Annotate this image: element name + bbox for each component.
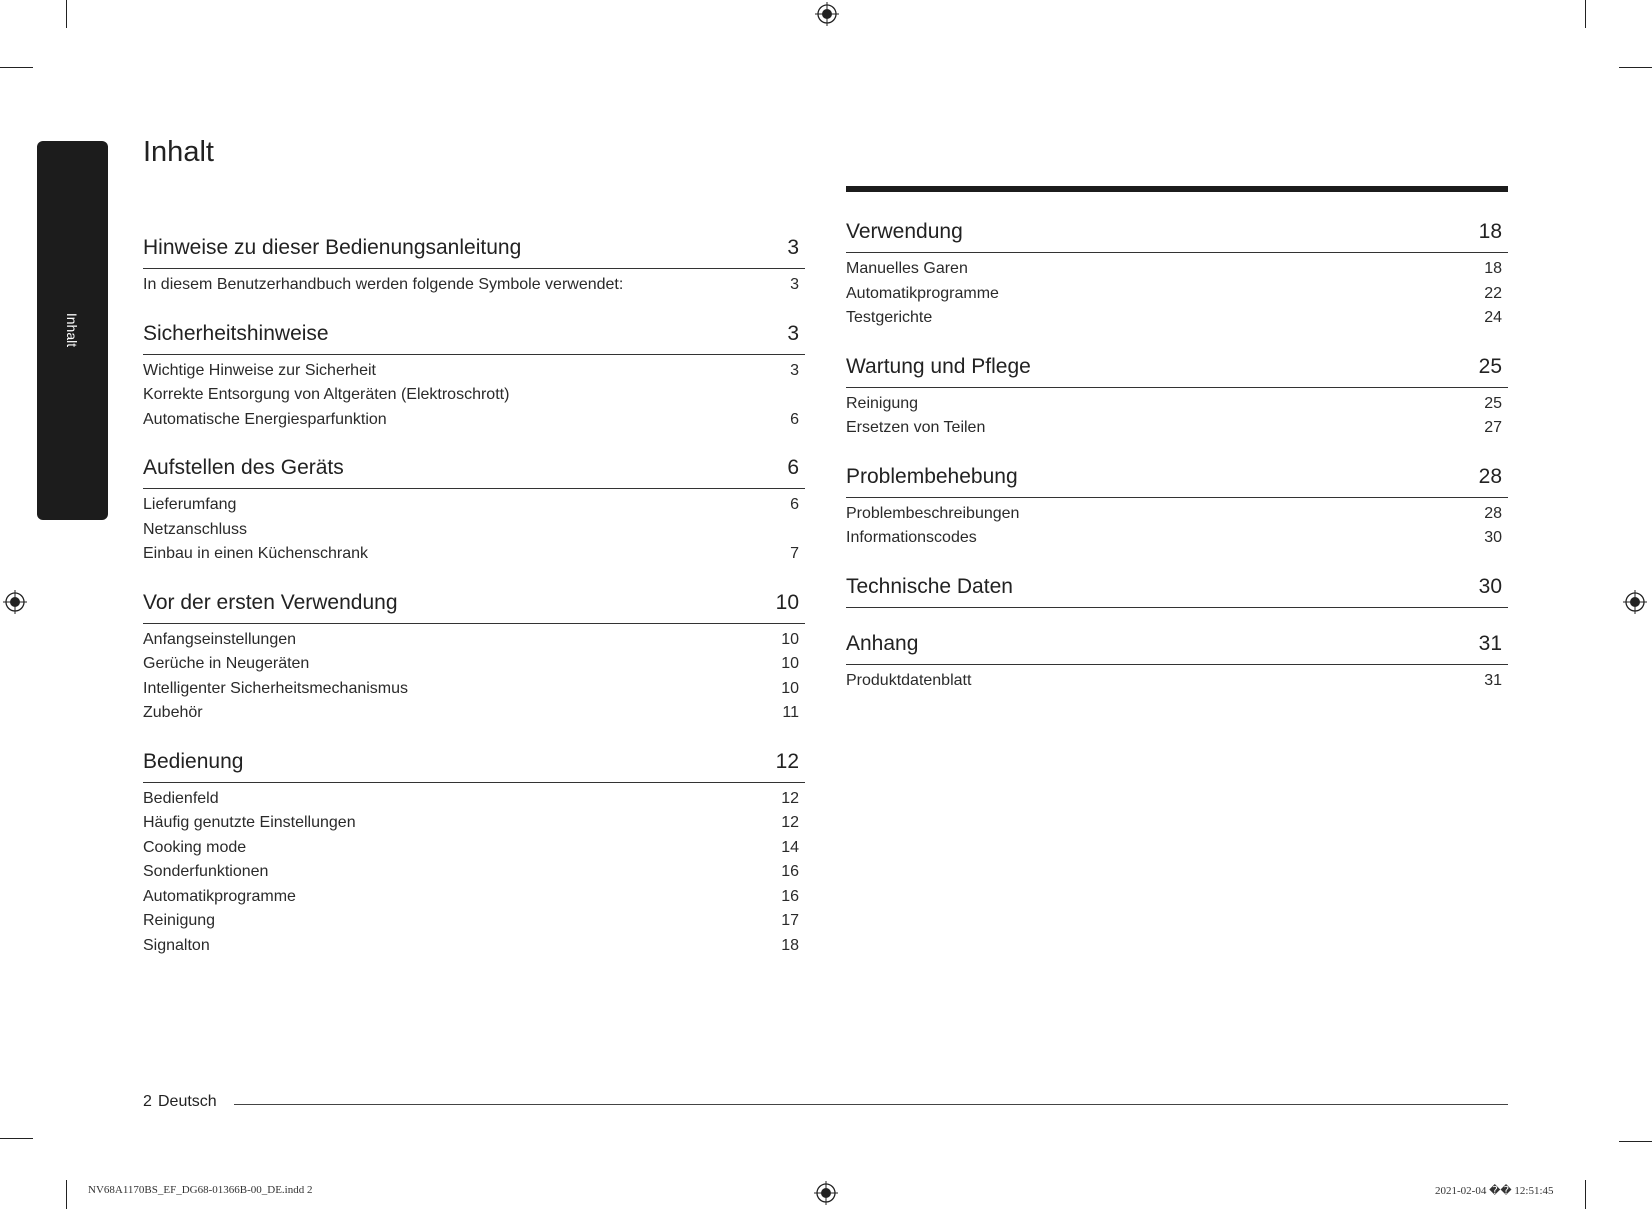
toc-section	[143, 320, 805, 433]
toc-entry-label: Lieferumfang	[143, 496, 237, 513]
toc-entry-page: 12	[781, 814, 799, 831]
toc-entry-label: In diesem Benutzerhandbuch werden folgende Symbole verwendet:	[143, 276, 624, 293]
toc-entry-label: Zubehör	[143, 704, 203, 721]
registration-mark-icon	[814, 1181, 838, 1205]
toc-section-page: 18	[1478, 220, 1502, 243]
toc-section-title: Vor der ersten Verwendung	[143, 590, 398, 614]
registration-mark-icon	[1623, 590, 1647, 614]
toc-section	[846, 573, 1508, 608]
toc-entry-page: 3	[790, 361, 799, 379]
toc-entry[interactable]	[846, 502, 1508, 527]
toc-section	[143, 454, 805, 567]
toc-section-page: 3	[787, 236, 799, 259]
footer-language: Deutsch	[158, 1093, 217, 1110]
toc-entry[interactable]	[143, 518, 805, 543]
toc-section	[846, 630, 1508, 694]
toc-entry-page: 22	[1484, 284, 1502, 302]
toc-entry-label: Netzanschluss	[143, 520, 248, 538]
toc-entry-page: 10	[781, 655, 799, 672]
toc-entry-label: Anfangseinstellungen	[143, 630, 297, 648]
toc-entry[interactable]	[143, 652, 805, 677]
toc-section	[143, 748, 805, 959]
toc-entry-page: 14	[781, 838, 799, 856]
footer-page-number: 2	[143, 1093, 152, 1110]
toc-entry[interactable]	[143, 811, 805, 836]
toc-right-column	[846, 218, 1508, 715]
footer-rule	[234, 1104, 1508, 1105]
toc-entry-list	[143, 489, 805, 567]
crop-mark	[1585, 1180, 1586, 1209]
toc-section	[846, 218, 1508, 331]
toc-section-page: 30	[1478, 574, 1502, 598]
toc-entry[interactable]	[143, 836, 805, 861]
toc-entry-page: 7	[790, 545, 799, 562]
toc-entry-list	[143, 783, 805, 959]
toc-section	[143, 234, 805, 298]
toc-section-page: 10	[775, 590, 799, 614]
toc-section-heading[interactable]	[846, 630, 1508, 665]
toc-section-page: 3	[787, 321, 799, 345]
toc-entry[interactable]	[143, 628, 805, 653]
toc-section-heading[interactable]	[846, 573, 1508, 608]
toc-entry[interactable]	[143, 701, 805, 726]
toc-section-title: Sicherheitshinweise	[143, 321, 329, 345]
toc-left-column	[143, 234, 805, 980]
toc-section-heading[interactable]	[143, 454, 805, 489]
right-column-bar	[846, 186, 1508, 192]
registration-mark-icon	[3, 590, 27, 614]
toc-entry-page: 16	[781, 887, 799, 905]
toc-section	[846, 353, 1508, 441]
toc-entry-page: 10	[781, 630, 799, 648]
toc-entry-label: Sonderfunktionen	[143, 863, 269, 880]
toc-section	[143, 589, 805, 726]
toc-entry[interactable]	[846, 416, 1508, 441]
toc-entry-page: 6	[790, 410, 799, 428]
toc-entry-label: Gerüche in Neugeräten	[143, 655, 310, 672]
toc-section-title: Anhang	[846, 631, 919, 655]
toc-entry-label: Ersetzen von Teilen	[846, 419, 986, 436]
toc-section-page: 6	[787, 456, 799, 479]
toc-section-heading[interactable]	[846, 353, 1508, 388]
crop-mark	[66, 0, 67, 28]
registration-mark-icon	[815, 2, 839, 26]
toc-entry-list	[143, 624, 805, 726]
toc-entry-label: Bedienfeld	[143, 789, 219, 807]
toc-entry[interactable]	[846, 526, 1508, 551]
toc-entry-page: 24	[1484, 309, 1502, 326]
toc-section-heading[interactable]	[846, 463, 1508, 498]
toc-entry[interactable]	[143, 677, 805, 702]
toc-section-heading[interactable]	[846, 218, 1508, 253]
toc-entry-page: 18	[1484, 260, 1502, 277]
toc-section	[846, 463, 1508, 551]
toc-section-title: Wartung und Pflege	[846, 354, 1031, 378]
page-footer	[143, 1093, 1508, 1113]
toc-entry[interactable]	[846, 306, 1508, 331]
crop-mark	[1585, 0, 1586, 28]
crop-mark	[0, 67, 33, 68]
toc-entry[interactable]	[143, 493, 805, 518]
toc-entry-page: 17	[781, 912, 799, 929]
crop-mark	[1619, 1141, 1652, 1142]
toc-entry-page: 27	[1484, 419, 1502, 436]
toc-section-heading[interactable]	[143, 320, 805, 355]
toc-entry-label: Reinigung	[143, 912, 216, 929]
slug-timestamp: 2021-02-04 �� 12:51:45	[1435, 1185, 1554, 1197]
toc-section-heading[interactable]	[143, 234, 805, 269]
toc-section-page: 12	[775, 749, 799, 773]
toc-entry-label: Einbau in einen Küchenschrank	[143, 545, 369, 562]
toc-section-title: Technische Daten	[846, 574, 1013, 598]
toc-section-heading[interactable]	[143, 748, 805, 783]
crop-mark	[1619, 67, 1652, 68]
toc-section-page: 31	[1478, 631, 1502, 655]
toc-entry[interactable]	[846, 669, 1508, 694]
toc-section-title: Aufstellen des Geräts	[143, 456, 344, 479]
toc-entry[interactable]	[143, 359, 805, 384]
toc-entry-page: 3	[790, 276, 799, 293]
toc-section-page: 28	[1478, 464, 1502, 488]
toc-entry-label: Automatikprogramme	[143, 887, 296, 905]
toc-entry-list	[846, 388, 1508, 441]
toc-entry-list	[143, 355, 805, 433]
toc-entry-label: Testgerichte	[846, 309, 933, 326]
toc-entry[interactable]	[143, 934, 805, 959]
toc-entry-page: 25	[1484, 394, 1502, 412]
toc-entry-label: Intelligenter Sicherheitsmechanismus	[143, 679, 409, 697]
toc-section-title: Hinweise zu dieser Bedienungsanleitung	[143, 236, 522, 259]
toc-section-heading[interactable]	[143, 589, 805, 624]
toc-entry-label: Problembeschreibungen	[846, 504, 1020, 522]
toc-entry[interactable]	[143, 787, 805, 812]
toc-entry-page: 10	[781, 679, 799, 697]
crop-mark	[0, 1138, 33, 1139]
toc-entry-page: 30	[1484, 529, 1502, 546]
toc-entry-page: 6	[790, 496, 799, 513]
toc-entry-page: 18	[781, 936, 799, 954]
toc-entry-page: 11	[782, 704, 799, 721]
toc-entry-label: Wichtige Hinweise zur Sicherheit	[143, 361, 376, 379]
slug-file: NV68A1170BS_EF_DG68-01366B-00_DE.indd 2	[88, 1184, 313, 1196]
toc-section-title: Bedienung	[143, 749, 244, 773]
toc-entry-list	[846, 253, 1508, 331]
toc-entry-label: Informationscodes	[846, 529, 977, 546]
toc-entry-page: 28	[1484, 504, 1502, 522]
toc-entry-label: Korrekte Entsorgung von Altgeräten (Elektroschrott)	[143, 386, 510, 403]
toc-section-title: Verwendung	[846, 220, 963, 243]
page-title: Inhalt	[143, 136, 214, 168]
toc-entry[interactable]	[846, 392, 1508, 417]
toc-entry-label: Reinigung	[846, 394, 919, 412]
toc-entry[interactable]	[143, 909, 805, 934]
crop-mark	[66, 1180, 67, 1209]
side-tab-label: Inhalt	[64, 312, 80, 348]
toc-entry-label: Signalton	[143, 936, 210, 954]
toc-entry-label: Automatische Energiesparfunktion	[143, 410, 387, 428]
toc-entry[interactable]	[143, 860, 805, 885]
toc-entry-page: 31	[1484, 671, 1502, 689]
toc-entry-list	[846, 665, 1508, 694]
toc-entry-label: Produktdatenblatt	[846, 671, 972, 689]
toc-entry[interactable]	[846, 282, 1508, 307]
toc-entry-label: Cooking mode	[143, 838, 247, 856]
toc-entry-label: Manuelles Garen	[846, 260, 968, 277]
toc-entry-label: Automatikprogramme	[846, 284, 999, 302]
toc-entry-list	[143, 269, 805, 298]
toc-entry[interactable]	[143, 542, 805, 567]
toc-entry-page: 16	[781, 863, 799, 880]
toc-entry-list	[846, 498, 1508, 551]
toc-section-title: Problembehebung	[846, 464, 1018, 488]
toc-section-page: 25	[1478, 354, 1502, 378]
toc-entry[interactable]	[846, 257, 1508, 282]
toc-entry[interactable]	[143, 408, 805, 433]
toc-entry-label: Häufig genutzte Einstellungen	[143, 814, 356, 831]
toc-entry-page: 12	[781, 789, 799, 807]
toc-entry[interactable]	[143, 273, 805, 298]
toc-entry[interactable]	[143, 885, 805, 910]
toc-entry[interactable]	[143, 383, 805, 408]
